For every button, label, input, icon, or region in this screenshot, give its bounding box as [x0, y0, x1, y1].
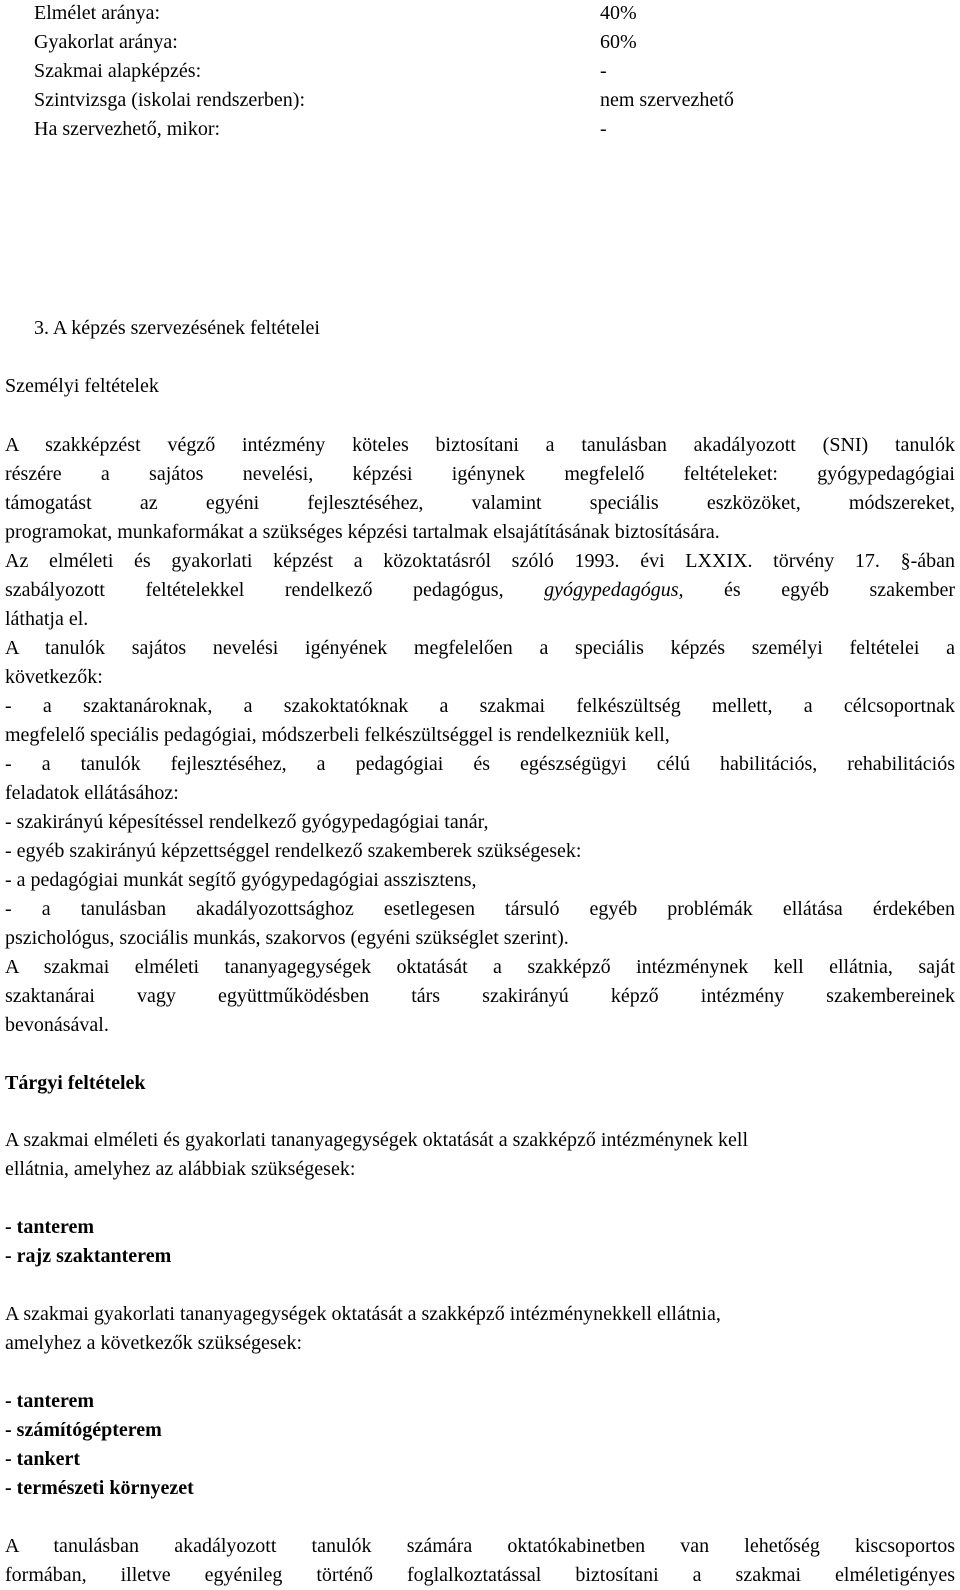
list-item: - tanterem: [5, 1390, 95, 1412]
paragraph-line: pszichológus, szociális munkás, szakorvos (egyéni szükséglet szerint).: [5, 927, 569, 949]
paragraph-line: amelyhez a következők szükségesek:: [5, 1332, 303, 1354]
list-item: - tanterem: [5, 1216, 95, 1238]
summary-value: 60%: [600, 31, 637, 53]
summary-value: 40%: [600, 2, 637, 24]
paragraph-line: - a pedagógiai munkát segítő gyógypedagógiai asszisztens,: [5, 869, 477, 891]
text-run: és egyéb szakember: [724, 579, 955, 601]
section-heading: 3. A képzés szervezésének feltételei: [34, 317, 320, 339]
summary-row: [5, 28, 955, 57]
summary-value: -: [600, 118, 607, 140]
paragraph-line: megfelelő speciális pedagógiai, módszerbeli felkészültséggel is rendelkezniük kell,: [5, 724, 670, 746]
paragraph-line: - a szaktanároknak, a szakoktatóknak a szakmai felkészültség mellett, a célcsoportnak: [5, 695, 955, 717]
summary-label: Szintvizsga (iskolai rendszerben):: [34, 89, 306, 111]
summary-table: [5, 0, 955, 144]
list-item: - rajz szaktanterem: [5, 1245, 172, 1267]
paragraph-line: A szakmai elméleti és gyakorlati tananyagegységek oktatását a szakképző intézménynek kell: [5, 1129, 749, 1151]
paragraph-line: feladatok ellátásához:: [5, 782, 179, 804]
summary-row: [5, 86, 955, 115]
summary-label: Gyakorlat aránya:: [34, 31, 178, 53]
list-item: - tankert: [5, 1448, 80, 1470]
document-page: [5, 0, 955, 1586]
summary-value: nem szervezhető: [600, 89, 734, 111]
paragraph-line: A tanulók sajátos nevelési igényének megfelelően a speciális képzés személyi feltételei a: [5, 637, 955, 659]
paragraph-line: A szakmai gyakorlati tananyagegységek oktatását a szakképző intézménynekkell ellátnia,: [5, 1303, 721, 1325]
summary-row: [5, 57, 955, 86]
list-item: - számítógépterem: [5, 1419, 162, 1441]
list-item: - természeti környezet: [5, 1477, 194, 1499]
paragraph-line: - egyéb szakirányú képzettséggel rendelkező szakemberek szükségesek:: [5, 840, 582, 862]
italic-text-run: gyógypedagógus,: [544, 579, 684, 601]
paragraph-line: láthatja el.: [5, 608, 89, 630]
paragraph-line: A szakképzést végző intézmény köteles biztosítani a tanulásban akadályozott (SNI) tanulók: [5, 434, 955, 456]
paragraph-line: programokat, munkaformákat a szükséges képzési tartalmak elsajátításának biztosítására.: [5, 521, 720, 543]
paragraph-line: Az elméleti és gyakorlati képzést a közoktatásról szóló 1993. évi LXXIX. törvény 17. §-ában: [5, 550, 955, 572]
paragraph-line: következők:: [5, 666, 103, 688]
paragraph-line: - a tanulásban akadályozottsághoz esetlegesen társuló egyéb problémák ellátása érdekében: [5, 898, 955, 920]
paragraph-line: támogatást az egyéni fejlesztéséhez, valamint speciális eszközöket, módszereket,: [5, 492, 955, 514]
paragraph-line-mixed: [5, 576, 955, 605]
summary-label: Szakmai alapképzés:: [34, 60, 202, 82]
paragraph-line: részére a sajátos nevelési, képzési igénynek megfelelő feltételeket: gyógypedagógiai: [5, 463, 955, 485]
summary-row: [5, 115, 955, 144]
paragraph-line: A szakmai elméleti tananyagegységek oktatását a szakképző intézménynek kell ellátnia, saját: [5, 956, 955, 978]
paragraph-line: - szakirányú képesítéssel rendelkező gyógypedagógiai tanár,: [5, 811, 489, 833]
paragraph-line: ellátnia, amelyhez az alábbiak szükségesek:: [5, 1158, 356, 1180]
paragraph-line: A tanulásban akadályozott tanulók számára oktatókabinetben van lehetőség kiscsoportos: [5, 1535, 955, 1557]
paragraph-line: szaktanárai vagy együttműködésben társ szakirányú képző intézmény szakembereinek: [5, 985, 955, 1007]
summary-row: [5, 0, 955, 28]
summary-value: -: [600, 60, 607, 82]
summary-label: Ha szervezhető, mikor:: [34, 118, 221, 140]
paragraph-line: - a tanulók fejlesztéséhez, a pedagógiai és egészségügyi célú habilitációs, rehabilitációs: [5, 753, 955, 775]
summary-label: Elmélet aránya:: [34, 2, 161, 24]
paragraph-line: formában, illetve egyénileg történő foglalkoztatással biztosítani a szakmai elméletigényes: [5, 1564, 955, 1586]
text-run: szabályozott feltételekkel rendelkező pedagógus,: [5, 579, 504, 601]
personal-heading: Személyi feltételek: [5, 375, 159, 397]
paragraph-line: bevonásával.: [5, 1014, 109, 1036]
material-heading: Tárgyi feltételek: [5, 1072, 146, 1094]
